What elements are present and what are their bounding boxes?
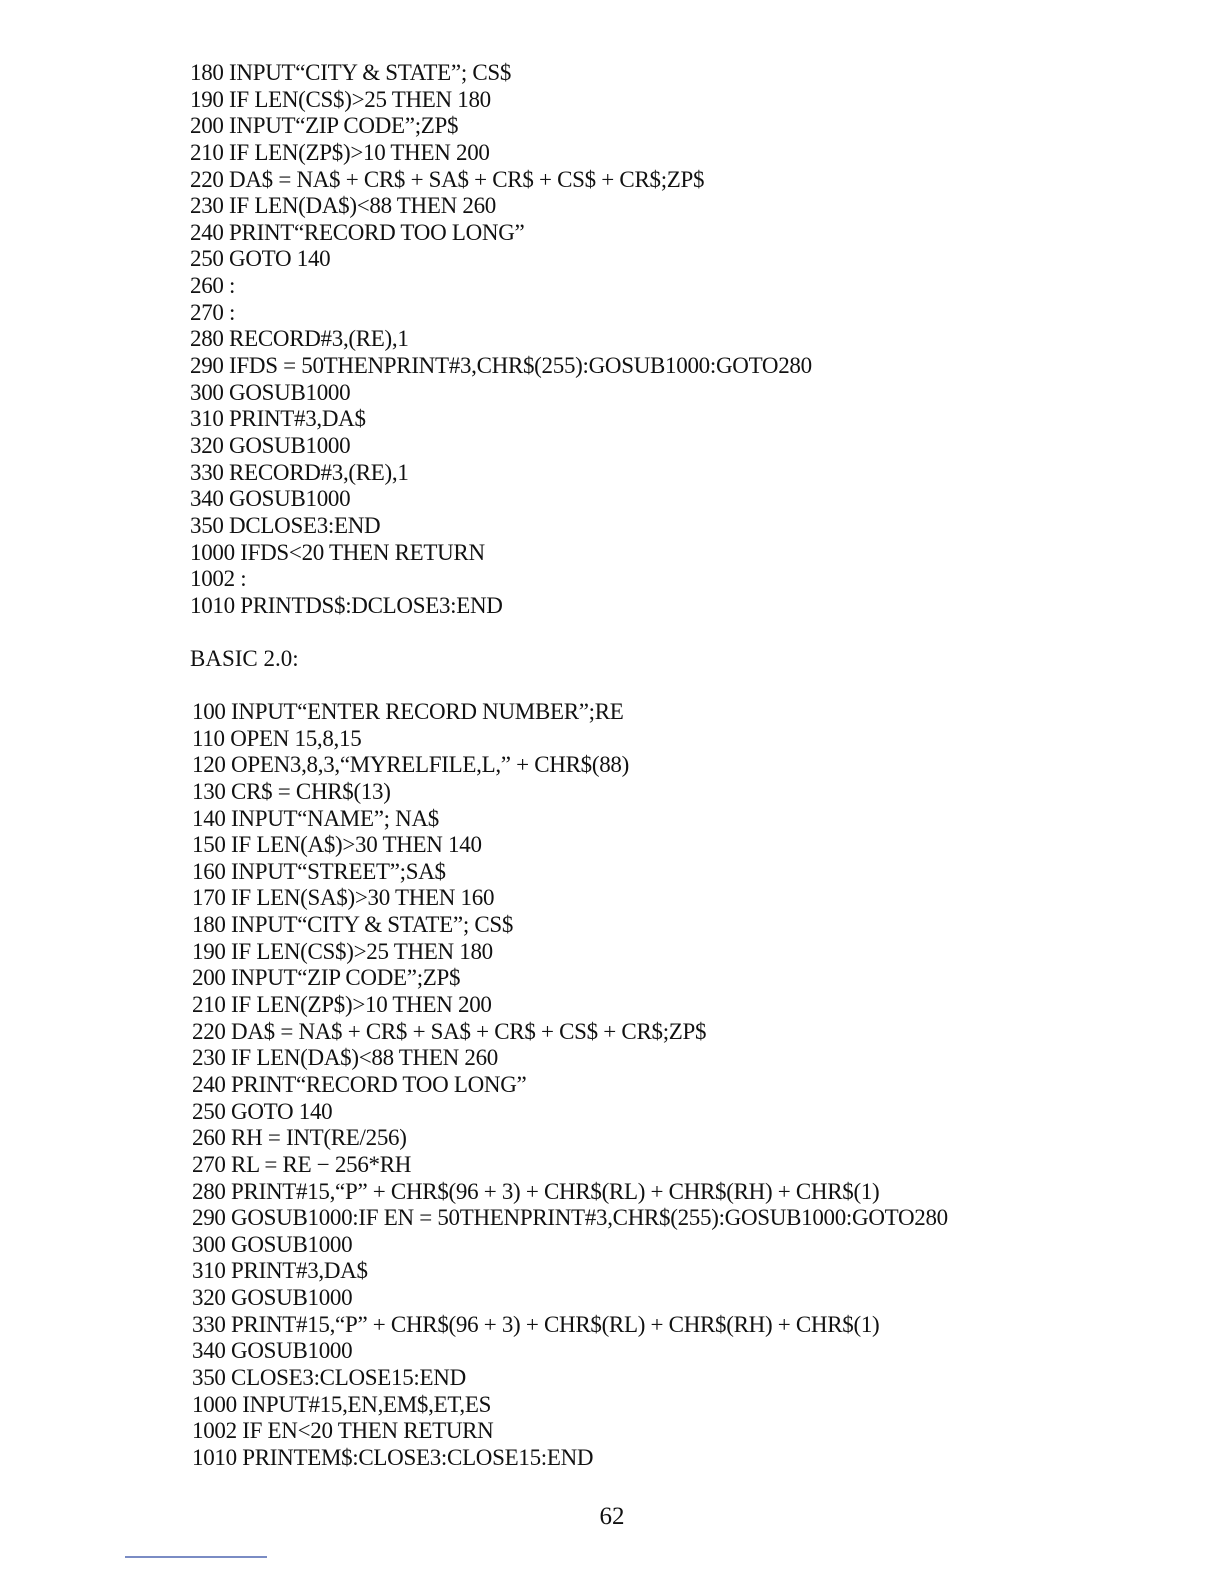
code-line: 290 IFDS = 50THENPRINT#3,CHR$(255):GOSUB1000:GOTO280 [190,353,812,379]
code-line: 180 INPUT“CITY & STATE”; CS$ [190,60,512,85]
code-line: 1010 PRINTDS$:DCLOSE3:END [190,592,503,618]
code-line: 210 IF LEN(ZP$)>10 THEN 200 [192,992,492,1018]
code-line: 140 INPUT“NAME”; NA$ [192,805,439,831]
code-line: 1000 IFDS<20 THEN RETURN [190,539,485,565]
code-line: 310 PRINT#3,DA$ [192,1258,368,1284]
code-line: 1010 PRINTEM$:CLOSE3:CLOSE15:END [192,1444,594,1470]
code-line: 220 DA$ = NA$ + CR$ + SA$ + CR$ + CS$ + CR$;ZP$ [192,1018,707,1044]
code-line: 1000 INPUT#15,EN,EM$,ET,ES [192,1391,492,1417]
code-line: 320 GOSUB1000 [192,1285,353,1311]
code-line: 170 IF LEN(SA$)>30 THEN 160 [192,885,495,911]
code-listing-basic-2 [192,699,948,1472]
code-line: 1002 IF EN<20 THEN RETURN [192,1418,494,1444]
code-line: 350 CLOSE3:CLOSE15:END [192,1365,466,1391]
code-line: 190 IF LEN(CS$)>25 THEN 180 [190,86,491,112]
code-line: 320 GOSUB1000 [190,432,351,458]
code-line: 100 INPUT“ENTER RECORD NUMBER”;RE [192,699,624,724]
code-line: 200 INPUT“ZIP CODE”;ZP$ [192,965,461,991]
code-line: 210 IF LEN(ZP$)>10 THEN 200 [190,139,490,165]
code-line: 1002 : [190,566,247,592]
code-line: 250 GOTO 140 [192,1098,333,1124]
code-line: 280 RECORD#3,(RE),1 [190,326,409,352]
code-line: 120 OPEN3,8,3,“MYRELFILE,L,” + CHR$(88) [192,752,629,778]
code-line: 300 GOSUB1000 [190,379,351,405]
code-line: 230 IF LEN(DA$)<88 THEN 260 [192,1045,498,1071]
code-line: 240 PRINT“RECORD TOO LONG” [192,1071,527,1097]
page-number: 62 [599,1503,625,1530]
code-line: 220 DA$ = NA$ + CR$ + SA$ + CR$ + CS$ + CR$;ZP$ [190,166,705,192]
code-line: 230 IF LEN(DA$)<88 THEN 260 [190,193,496,219]
code-line: 180 INPUT“CITY & STATE”; CS$ [192,912,514,938]
code-line: 130 CR$ = CHR$(13) [192,778,391,804]
code-line: 340 GOSUB1000 [190,486,351,512]
code-line: 330 RECORD#3,(RE),1 [190,459,409,485]
code-line: 300 GOSUB1000 [192,1231,353,1257]
code-line: 250 GOTO 140 [190,246,331,272]
code-line: 350 DCLOSE3:END [190,512,381,538]
section-heading: BASIC 2.0: [190,646,299,671]
code-line: 290 GOSUB1000:IF EN = 50THENPRINT#3,CHR$(255):GOSUB1000:GOTO280 [192,1205,948,1231]
code-line: 260 : [190,273,236,299]
code-line: 110 OPEN 15,8,15 [192,725,362,751]
code-line: 260 RH = INT(RE/256) [192,1125,407,1151]
code-listing-continued [190,60,812,619]
code-line: 310 PRINT#3,DA$ [190,406,366,432]
code-line: 270 : [190,299,236,325]
code-line: 200 INPUT“ZIP CODE”;ZP$ [190,113,459,139]
code-line: 340 GOSUB1000 [192,1338,353,1364]
code-line: 240 PRINT“RECORD TOO LONG” [190,219,525,245]
code-line: 150 IF LEN(A$)>30 THEN 140 [192,832,482,858]
footnote-rule [125,1556,267,1558]
code-line: 190 IF LEN(CS$)>25 THEN 180 [192,938,493,964]
code-line: 280 PRINT#15,“P” + CHR$(96 + 3) + CHR$(RL) + CHR$(RH) + CHR$(1) [192,1178,880,1204]
code-line: 160 INPUT“STREET”;SA$ [192,858,446,884]
code-line: 330 PRINT#15,“P” + CHR$(96 + 3) + CHR$(RL) + CHR$(RH) + CHR$(1) [192,1311,880,1337]
code-line: 270 RL = RE − 256*RH [192,1151,412,1177]
